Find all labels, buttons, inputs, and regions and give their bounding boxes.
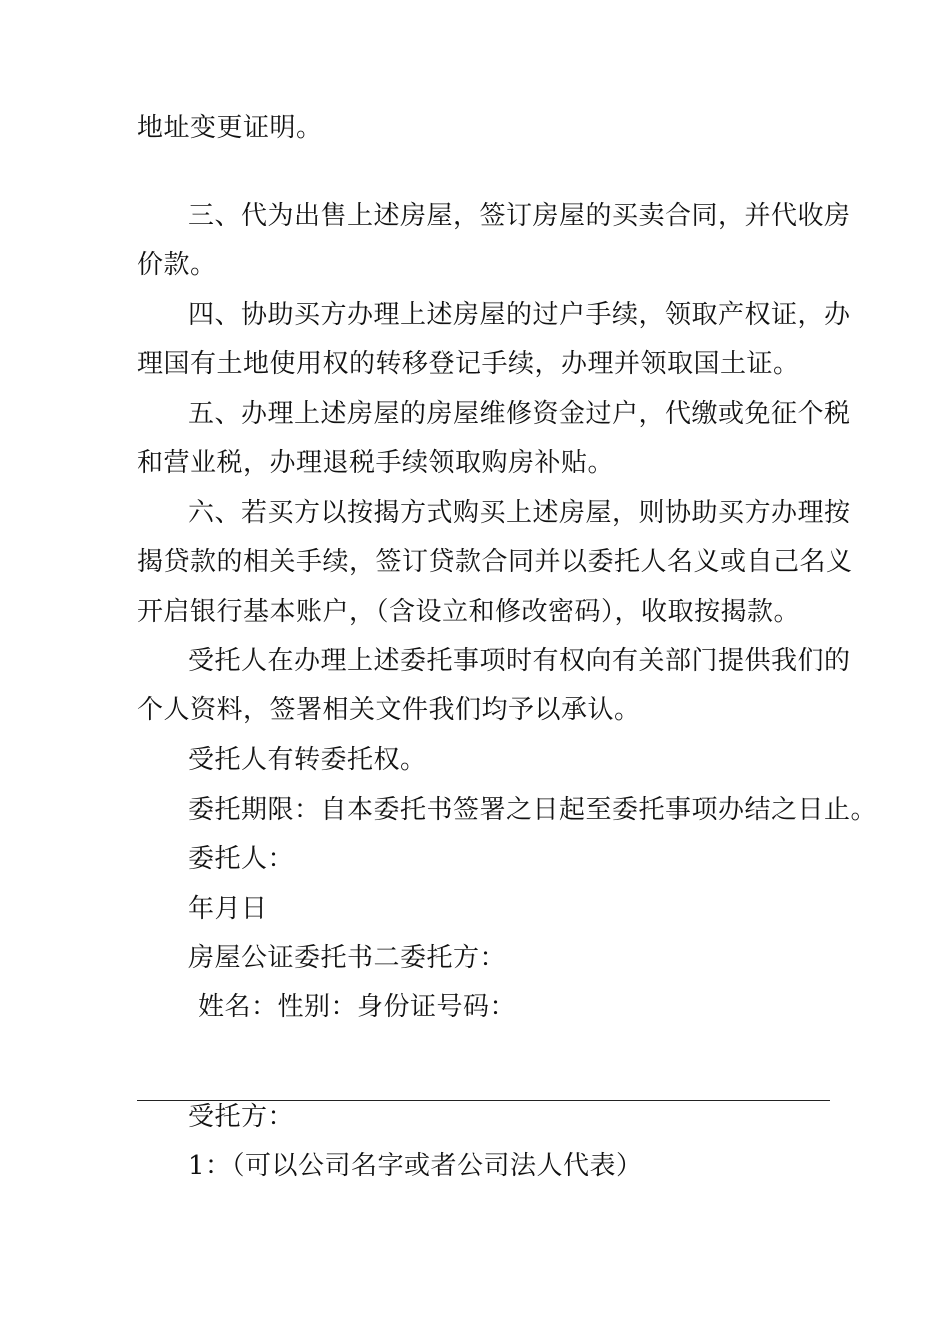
paragraph-line: 地址变更证明。 bbox=[137, 113, 323, 143]
paragraph-line: 委托人： bbox=[188, 844, 295, 874]
paragraph-line: 价款。 bbox=[137, 250, 217, 280]
paragraph-line: 姓名：性别：身份证号码： bbox=[198, 992, 517, 1022]
paragraph-line: 五、办理上述房屋的房屋维修资金过户，代缴或免征个税 bbox=[188, 399, 851, 429]
horizontal-divider bbox=[137, 1100, 830, 1101]
paragraph-line: 房屋公证委托书二委托方： bbox=[188, 943, 507, 973]
paragraph-line: 受托方： bbox=[188, 1102, 295, 1132]
paragraph-line: 六、若买方以按揭方式购买上述房屋，则协助买方办理按 bbox=[188, 498, 851, 528]
paragraph-line: 开启银行基本账户，（含设立和修改密码），收取按揭款。 bbox=[137, 597, 801, 627]
paragraph-line: 三、代为出售上述房屋，签订房屋的买卖合同，并代收房 bbox=[188, 201, 851, 231]
paragraph-line: 委托期限：自本委托书签署之日起至委托事项办结之日止。 bbox=[188, 795, 878, 825]
paragraph-line: 年月日 bbox=[188, 894, 268, 924]
paragraph-line: 受托人在办理上述委托事项时有权向有关部门提供我们的 bbox=[188, 646, 851, 676]
paragraph-line: 受托人有转委托权。 bbox=[188, 745, 427, 775]
paragraph-line: 1：（可以公司名字或者公司法人代表） bbox=[188, 1151, 643, 1181]
paragraph-line: 理国有土地使用权的转移登记手续，办理并领取国土证。 bbox=[137, 349, 800, 379]
paragraph-line: 四、协助买方办理上述房屋的过户手续，领取产权证，办 bbox=[188, 300, 851, 330]
paragraph-line: 和营业税，办理退税手续领取购房补贴。 bbox=[137, 448, 615, 478]
paragraph-line: 揭贷款的相关手续，签订贷款合同并以委托人名义或自己名义 bbox=[137, 547, 853, 577]
paragraph-line: 个人资料，签署相关文件我们均予以承认。 bbox=[137, 695, 641, 725]
